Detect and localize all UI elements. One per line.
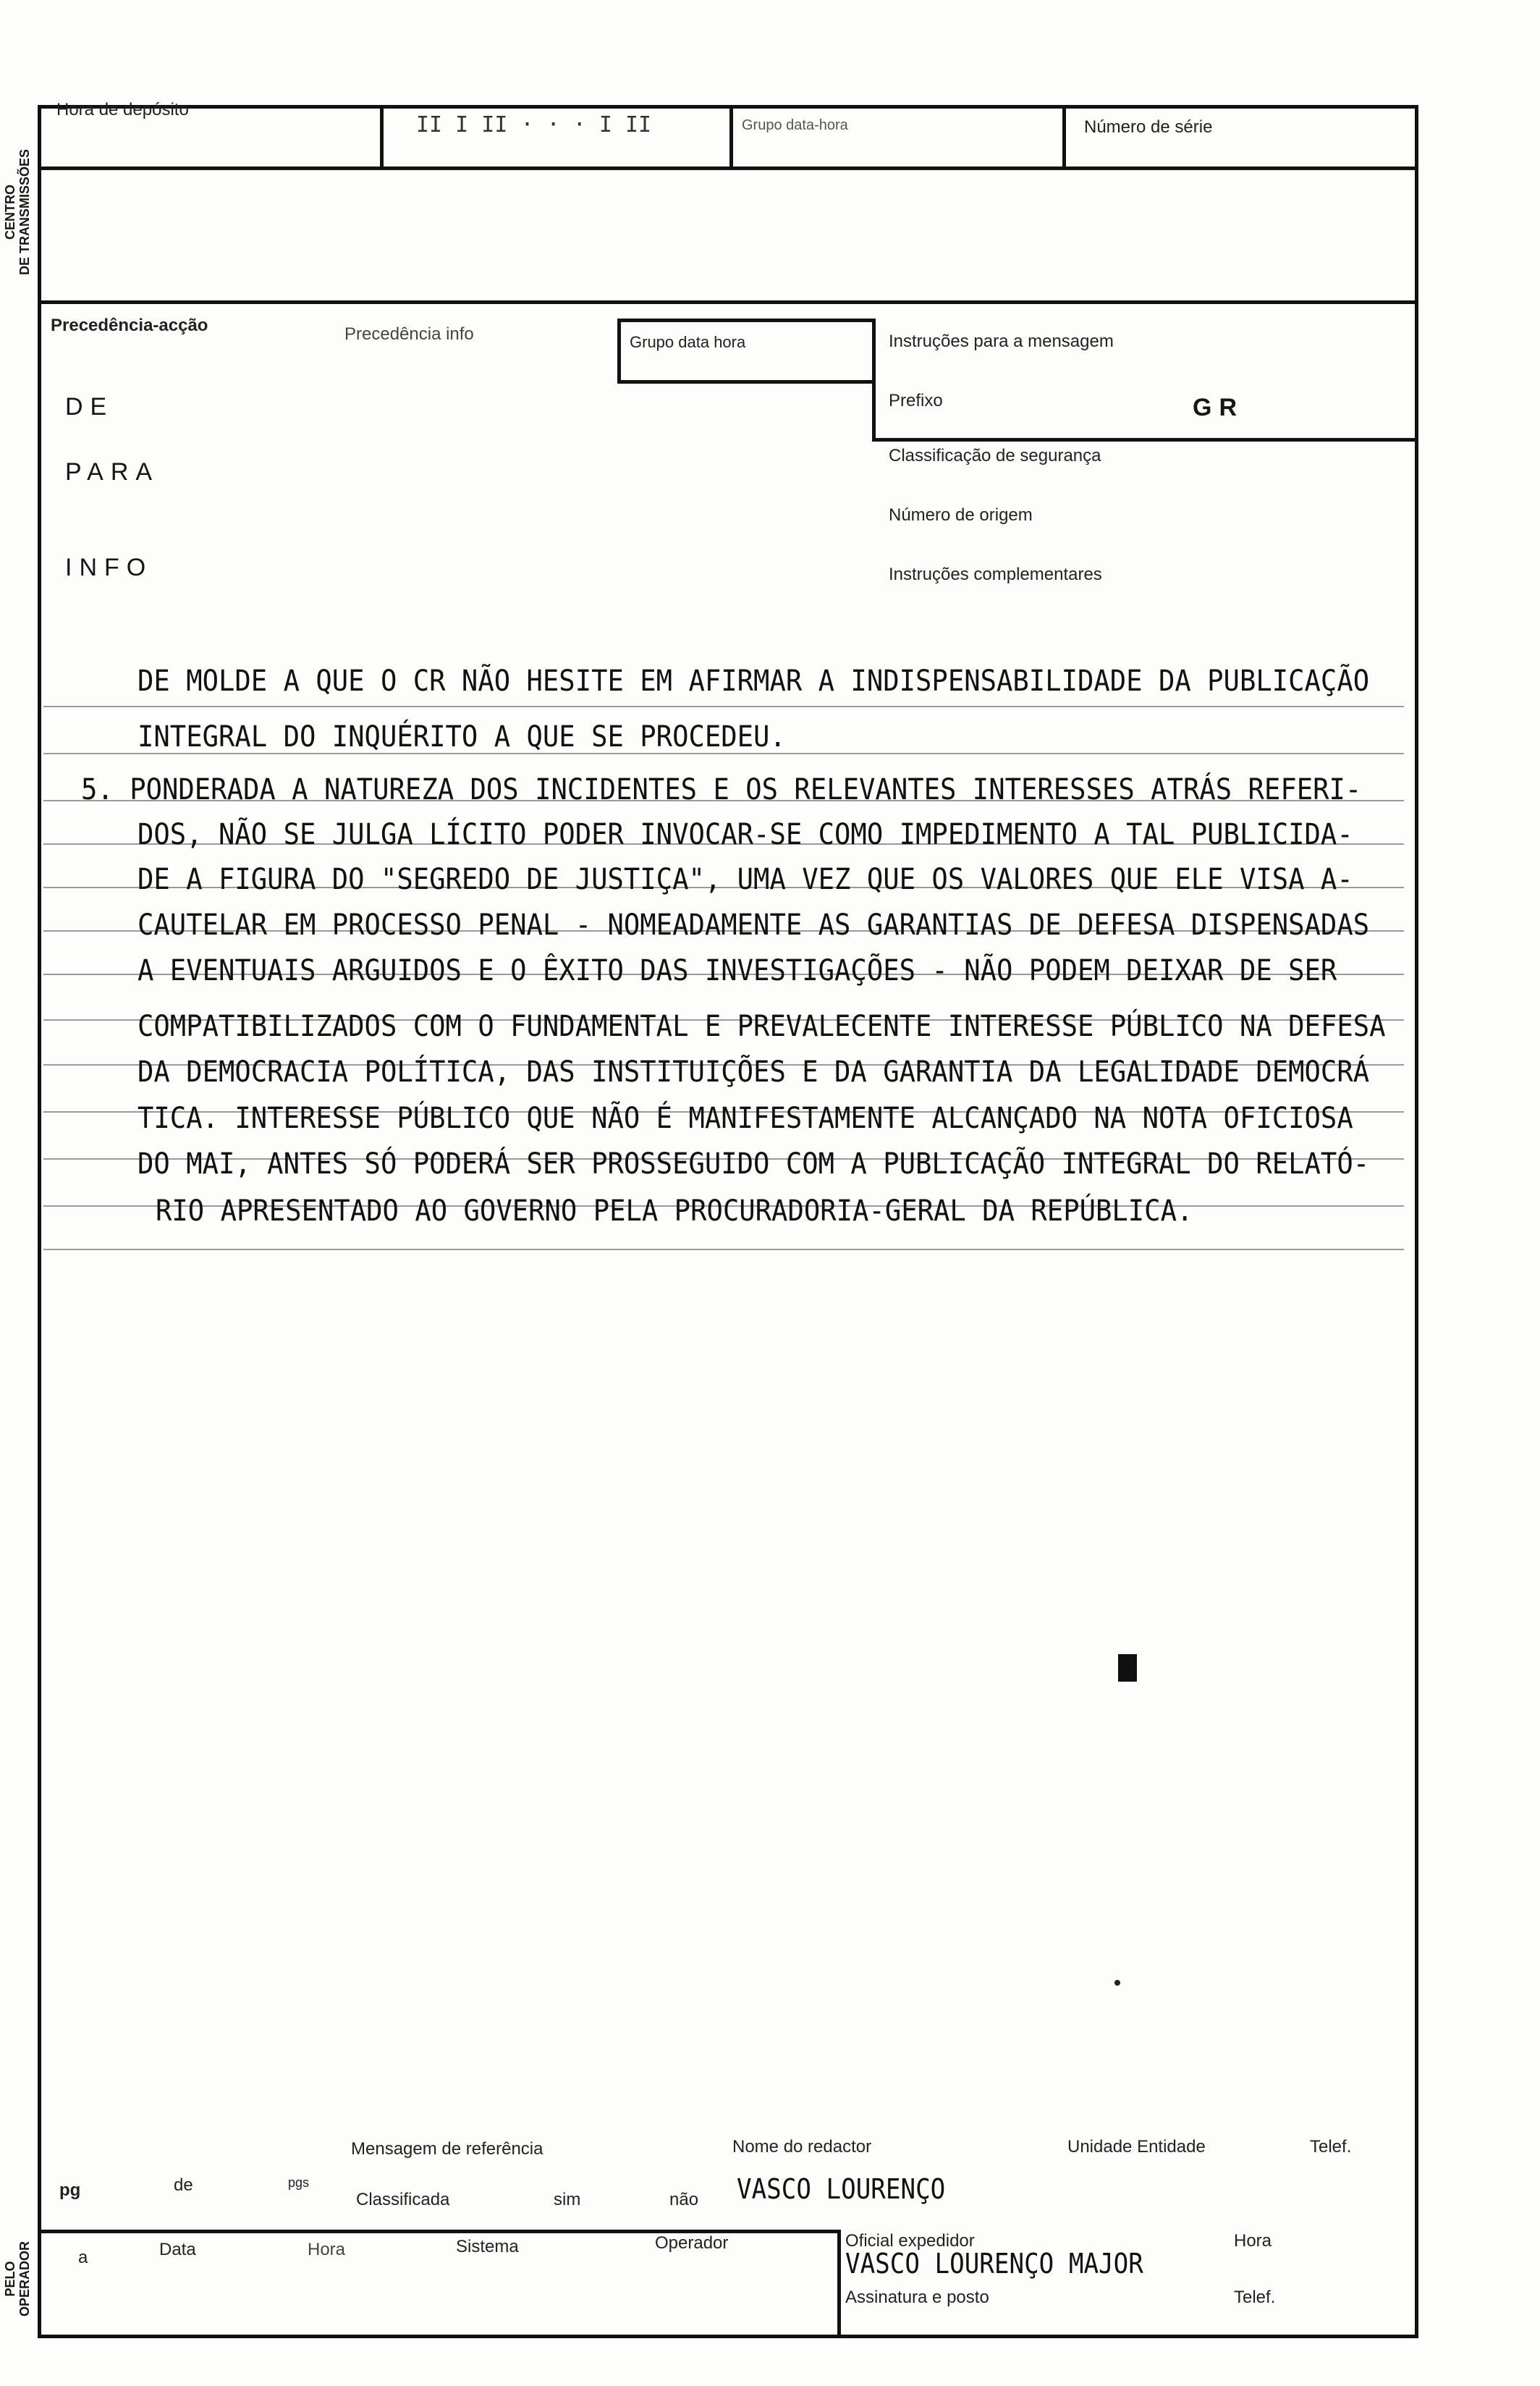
grupo-box-bottom: [617, 380, 874, 384]
de-label: DE: [65, 393, 114, 421]
header-divider-1: [380, 105, 384, 170]
oficial-expedidor-label: Oficial expedidor: [845, 2231, 975, 2251]
rule-line: [43, 706, 1404, 707]
grupo-hora-label: Grupo data-hora: [742, 117, 848, 133]
message-line: INTEGRAL DO INQUÉRITO A QUE SE PROCEDEU.: [138, 720, 786, 754]
sidebar-bottom-label: [3, 2241, 32, 2317]
numero-serie-label: Número de série: [1084, 117, 1213, 137]
scan-mark: [1114, 1980, 1120, 1986]
sidebar-top-line2: DE TRANSMISSÕES: [17, 148, 32, 275]
pgs-label: pgs: [288, 2175, 310, 2190]
mensagem-referencia-label: Mensagem de referência: [351, 2139, 543, 2159]
info-label: INFO: [65, 554, 153, 581]
hora-label: Hora: [308, 2240, 346, 2259]
sistema-label: Sistema: [456, 2237, 519, 2256]
prefixo-value: GR: [1193, 394, 1244, 421]
grupo-box-right: [872, 319, 876, 442]
hora-deposito-label: Hora de depósito: [56, 100, 189, 119]
sidebar-top-label: [3, 149, 32, 275]
unidade-entidade-label: Unidade Entidade: [1067, 2137, 1206, 2157]
header-divider-2: [729, 105, 733, 170]
instrucoes-mensagem-label: Instruções para a mensagem: [889, 332, 1114, 351]
sim-label: sim: [554, 2190, 581, 2209]
classificada-label: Classificada: [356, 2190, 450, 2209]
grupo-box-left: [617, 319, 621, 384]
sidebar-bottom-line1: PELO: [3, 2261, 17, 2297]
prefixo-label: Prefixo: [889, 391, 943, 410]
message-line: DOS, NÃO SE JULGA LÍCITO PODER INVOCAR-SE COMO IMPEDIMENTO A TAL PUBLICIDA-: [138, 818, 1353, 851]
operador-label: Operador: [655, 2233, 729, 2253]
telef2-label: Telef.: [1234, 2288, 1276, 2307]
sidebar-top-line1: CENTRO: [3, 184, 17, 240]
para-label: PARA: [65, 458, 160, 486]
oficial-value: VASCO LOURENÇO MAJOR: [845, 2248, 1143, 2280]
message-line: DE MOLDE A QUE O CR NÃO HESITE EM AFIRMAR A INDISPENSABILIDADE DA PUBLICAÇÃO: [138, 665, 1370, 698]
precedencia-info-label: Precedência info: [344, 324, 474, 344]
message-line: COMPATIBILIZADOS COM O FUNDAMENTAL E PREVALECENTE INTERESSE PÚBLICO NA DEFESA: [138, 1010, 1386, 1043]
message-line: CAUTELAR EM PROCESSO PENAL - NOMEADAMENTE AS GARANTIAS DE DEFESA DISPENSADAS: [138, 909, 1370, 942]
numero-origem-label: Número de origem: [889, 505, 1033, 525]
message-line: RIO APRESENTADO AO GOVERNO PELA PROCURADORIA-GERAL DA REPÚBLICA.: [156, 1194, 1193, 1228]
nao-label: não: [669, 2190, 699, 2209]
header-divider-3: [1062, 105, 1066, 170]
classificacao-label: Classificação de segurança: [889, 446, 1101, 465]
message-line: DE A FIGURA DO "SEGREDO DE JUSTIÇA", UMA VEZ QUE OS VALORES QUE ELE VISA A-: [138, 863, 1353, 896]
header-row-divider: [38, 166, 1418, 170]
scan-mark: [1118, 1654, 1137, 1682]
message-line: TICA. INTERESSE PÚBLICO QUE NÃO É MANIFESTAMENTE ALCANÇADO NA NOTA OFICIOSA: [138, 1102, 1353, 1135]
transmission-block-divider: [38, 300, 1418, 304]
assinatura-label: Assinatura e posto: [845, 2288, 989, 2307]
pg-label: pg: [59, 2180, 81, 2200]
hora2-label: Hora: [1234, 2231, 1272, 2251]
telef-label: Telef.: [1310, 2137, 1352, 2157]
redactor-value: VASCO LOURENÇO: [737, 2173, 946, 2205]
message-line: DO MAI, ANTES SÓ PODERÁ SER PROSSEGUIDO COM A PUBLICAÇÃO INTEGRAL DO RELATÓ-: [138, 1147, 1370, 1181]
instrucoes-complementares-label: Instruções complementares: [889, 565, 1102, 584]
right-column-divider: [872, 438, 1418, 442]
rule-line: [43, 1249, 1404, 1250]
a-label: a: [78, 2248, 88, 2267]
nome-redactor-label: Nome do redactor: [732, 2137, 872, 2157]
operator-box-right: [837, 2230, 841, 2338]
message-line: 5. PONDERADA A NATUREZA DOS INCIDENTES E OS RELEVANTES INTERESSES ATRÁS REFERI-: [81, 773, 1362, 806]
hora-deposito-value: II I II · · · I II: [416, 112, 652, 138]
sidebar-bottom-line2: OPERADOR: [17, 2240, 32, 2317]
precedencia-accao-label: Precedência-acção: [51, 316, 208, 335]
message-line: DA DEMOCRACIA POLÍTICA, DAS INSTITUIÇÕES E DA GARANTIA DA LEGALIDADE DEMOCRÁ: [138, 1055, 1370, 1089]
message-line: A EVENTUAIS ARGUIDOS E O ÊXITO DAS INVESTIGAÇÕES - NÃO PODEM DEIXAR DE SER: [138, 954, 1337, 987]
data-label: Data: [159, 2240, 196, 2259]
grupo-data-hora-label: Grupo data hora: [630, 333, 746, 351]
de-pages-label: de: [174, 2175, 193, 2195]
grupo-box-top: [617, 319, 874, 322]
